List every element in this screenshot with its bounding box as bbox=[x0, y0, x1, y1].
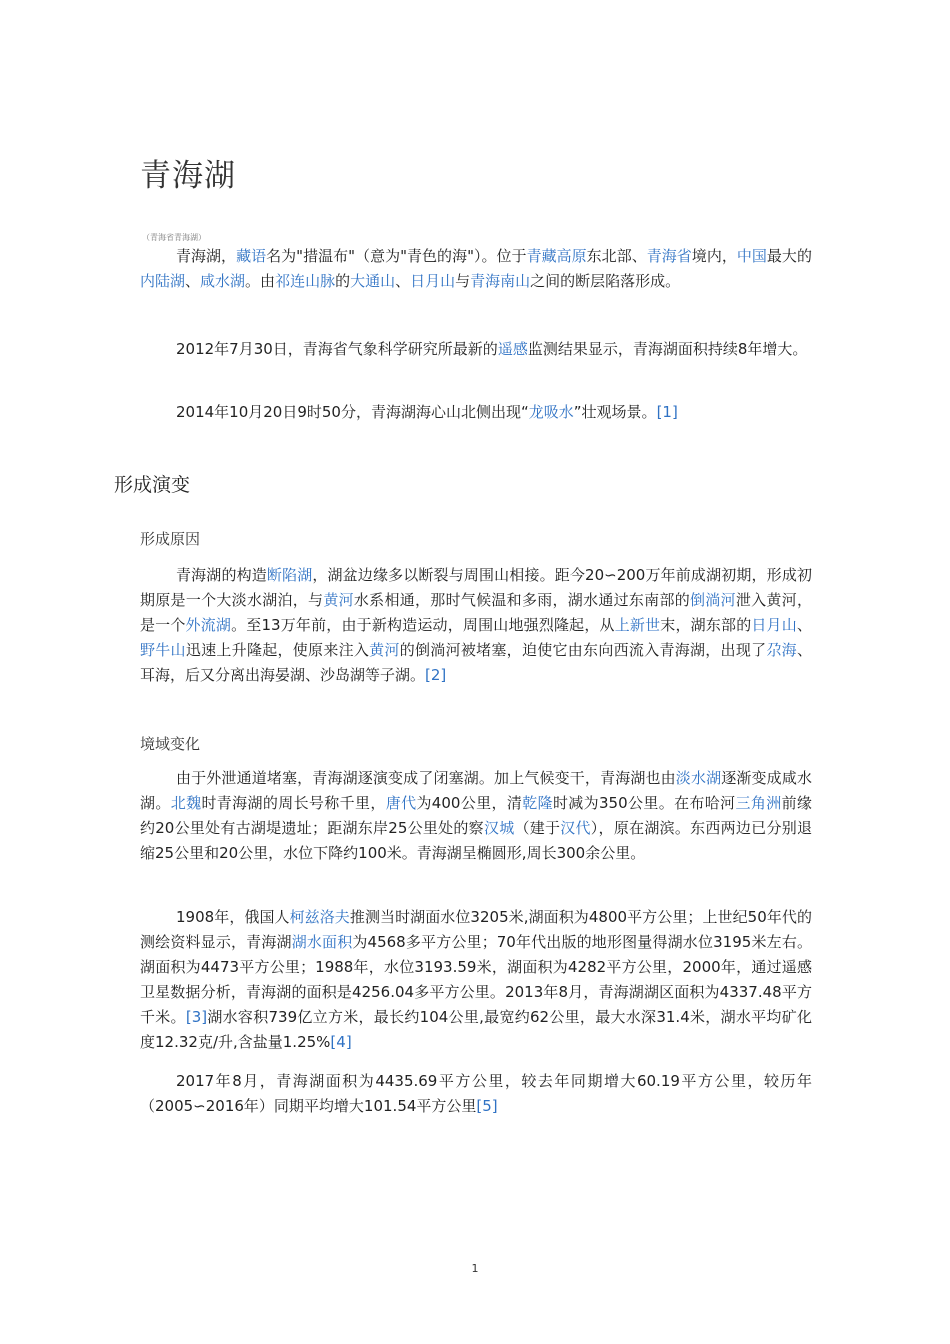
inline-link[interactable]: 中国 bbox=[736, 247, 767, 265]
page-number: 1 bbox=[471, 1262, 479, 1275]
text-run: 湖水容积739亿立方米，最长约104公里,最宽约62公里，最大水深31.4米，湖水平均矿化度12.32克/升,含盐量1.25% bbox=[140, 1008, 812, 1051]
text-run: 末，湖东部的 bbox=[660, 616, 752, 634]
inline-link[interactable]: 祁连山脉 bbox=[275, 272, 336, 290]
inline-link[interactable]: 龙吸水 bbox=[528, 403, 574, 421]
image-caption: （青海省青海湖） bbox=[142, 233, 206, 242]
page-title: 青海湖 bbox=[140, 158, 236, 194]
text-run: 之间的断层陷落形成。 bbox=[530, 272, 681, 290]
inline-link[interactable]: 青海南山 bbox=[470, 272, 531, 290]
territory-change-paragraph bbox=[140, 766, 812, 866]
inline-link[interactable]: 汉代 bbox=[560, 819, 591, 837]
text-run: 、 bbox=[796, 616, 812, 634]
text-run: 时青海湖的周长号称千里， bbox=[201, 794, 386, 812]
text-run: ”壮观场景。 bbox=[573, 403, 657, 421]
text-run: 境内， bbox=[691, 247, 737, 265]
inline-link[interactable]: 藏语 bbox=[236, 247, 267, 265]
inline-link[interactable]: 青海省 bbox=[646, 247, 692, 265]
inline-link[interactable]: 淡水湖 bbox=[675, 769, 722, 787]
inline-link[interactable]: 黄河 bbox=[369, 641, 400, 659]
inline-link[interactable]: 内陆湖 bbox=[140, 272, 186, 290]
section-heading-formation: 形成演变 bbox=[114, 474, 191, 496]
text-run: 推测当时湖面水位3205米,湖面积为4800平方公里；上世纪50年代的测绘资料显示，青海湖 bbox=[140, 908, 812, 951]
inline-link[interactable]: 大通山 bbox=[350, 272, 396, 290]
text-run: 、 bbox=[185, 272, 201, 290]
text-run: 青海湖的构造 bbox=[176, 566, 267, 584]
text-run: 为400公里，清 bbox=[416, 794, 523, 812]
text-run: ），原在湖滨。东西两边已分别退缩25公里和20公里，水位下降约100米。青海湖呈椭圆形,周长300余公里。 bbox=[140, 819, 812, 862]
inline-link[interactable]: 日月山 bbox=[410, 272, 456, 290]
text-run: 。至13万年前，由于新构造运动，周围山地强烈隆起，从 bbox=[231, 616, 615, 634]
inline-link[interactable]: 遥感 bbox=[497, 340, 528, 358]
inline-link[interactable]: [2] bbox=[425, 666, 447, 684]
inline-link[interactable]: 唐代 bbox=[385, 794, 417, 812]
subheading-territory-change: 境域变化 bbox=[140, 735, 201, 753]
inline-link[interactable]: [3] bbox=[185, 1008, 208, 1026]
inline-link[interactable]: 湖水面积 bbox=[291, 933, 353, 951]
text-run: 最大的 bbox=[766, 247, 812, 265]
text-run: 名为"措温布"（意为"青色的海"）。位于 bbox=[266, 247, 527, 265]
text-run: 水系相通，那时气候温和多雨，湖水通过东南部的 bbox=[353, 591, 691, 609]
text-run: 2012年7月30日，青海省气象科学研究所最新的 bbox=[176, 340, 498, 358]
inline-link[interactable]: 上新世 bbox=[614, 616, 661, 634]
inline-link[interactable]: 断陷湖 bbox=[266, 566, 313, 584]
text-run: 由于外泄通道堵塞，青海湖逐演变成了闭塞湖。加上气候变干，青海湖也由 bbox=[176, 769, 676, 787]
area-history-paragraph bbox=[140, 905, 812, 1055]
text-run: 、 bbox=[395, 272, 411, 290]
subheading-formation-cause: 形成原因 bbox=[140, 530, 201, 548]
inline-link[interactable]: 外流湖 bbox=[185, 616, 232, 634]
inline-link[interactable]: [5] bbox=[476, 1097, 498, 1115]
text-run: 泄入黄河，是一个 bbox=[140, 591, 812, 634]
inline-link[interactable]: 尕海 bbox=[766, 641, 797, 659]
text-run: 、耳海，后又分离出海晏湖、沙岛湖等子湖。 bbox=[140, 641, 812, 684]
text-run: 为4568多平方公里；70年代出版的地形图量得湖水位3195米左右。湖面积为4473平方公里；1988年，水位3193.59米，湖面积为4282平方公里，2000年，通过遥感卫星数据分析，青海湖的面积是4256.04多平方公里。2013年8月，青海湖湖区面积为4337.48平方千米。 bbox=[140, 933, 812, 1026]
inline-link[interactable]: [1] bbox=[656, 403, 678, 421]
text-run: 2014年10月20日9时50分，青海湖海心山北侧出现“ bbox=[176, 403, 529, 421]
intro-paragraph bbox=[140, 244, 812, 294]
text-run: 逐渐变成咸水湖。 bbox=[140, 769, 812, 812]
text-run: 1908年，俄国人 bbox=[176, 908, 290, 926]
text-run: 。由 bbox=[245, 272, 276, 290]
inline-link[interactable]: [4] bbox=[330, 1033, 352, 1051]
text-run: 青海湖， bbox=[176, 247, 237, 265]
area-2017-paragraph bbox=[140, 1069, 812, 1119]
text-run: 时减为350公里。在布哈河 bbox=[552, 794, 736, 812]
inline-link[interactable]: 青藏高原 bbox=[526, 247, 587, 265]
inline-link[interactable]: 三角洲 bbox=[735, 794, 782, 812]
inline-link[interactable]: 柯兹洛夫 bbox=[289, 908, 350, 926]
text-run: 的 bbox=[335, 272, 351, 290]
text-run: 前缘约20公里处有古湖堤遗址；距湖东岸25公里处的察 bbox=[140, 794, 812, 837]
text-run: 的倒淌河被堵塞，迫使它由东向西流入青海湖，出现了 bbox=[399, 641, 767, 659]
waterspout-paragraph bbox=[140, 400, 812, 425]
inline-link[interactable]: 乾隆 bbox=[522, 794, 553, 812]
inline-link[interactable]: 黄河 bbox=[323, 591, 354, 609]
inline-link[interactable]: 日月山 bbox=[751, 616, 797, 634]
formation-cause-paragraph bbox=[140, 563, 812, 688]
text-run: 与 bbox=[455, 272, 471, 290]
text-run: 2017年8月，青海湖面积为4435.69平方公里，较去年同期增大60.19平方公里，较历年（2005∽2016年）同期平均增大101.54平方公里 bbox=[140, 1072, 812, 1115]
text-run: （建于 bbox=[514, 819, 561, 837]
inline-link[interactable]: 倒淌河 bbox=[690, 591, 736, 609]
inline-link[interactable]: 咸水湖 bbox=[200, 272, 246, 290]
remote-sensing-paragraph bbox=[140, 337, 812, 362]
text-run: 东北部、 bbox=[586, 247, 647, 265]
text-run: 监测结果显示，青海湖面积持续8年增大。 bbox=[527, 340, 808, 358]
text-run: 迅速上升隆起，使原来注入 bbox=[185, 641, 370, 659]
inline-link[interactable]: 汉城 bbox=[483, 819, 515, 837]
text-run: ，湖盆边缘多以断裂与周围山相接。距今20∽200万年前成湖初期，形成初期原是一个大淡水湖泊，与 bbox=[140, 566, 812, 609]
inline-link[interactable]: 野牛山 bbox=[140, 641, 186, 659]
inline-link[interactable]: 北魏 bbox=[170, 794, 202, 812]
